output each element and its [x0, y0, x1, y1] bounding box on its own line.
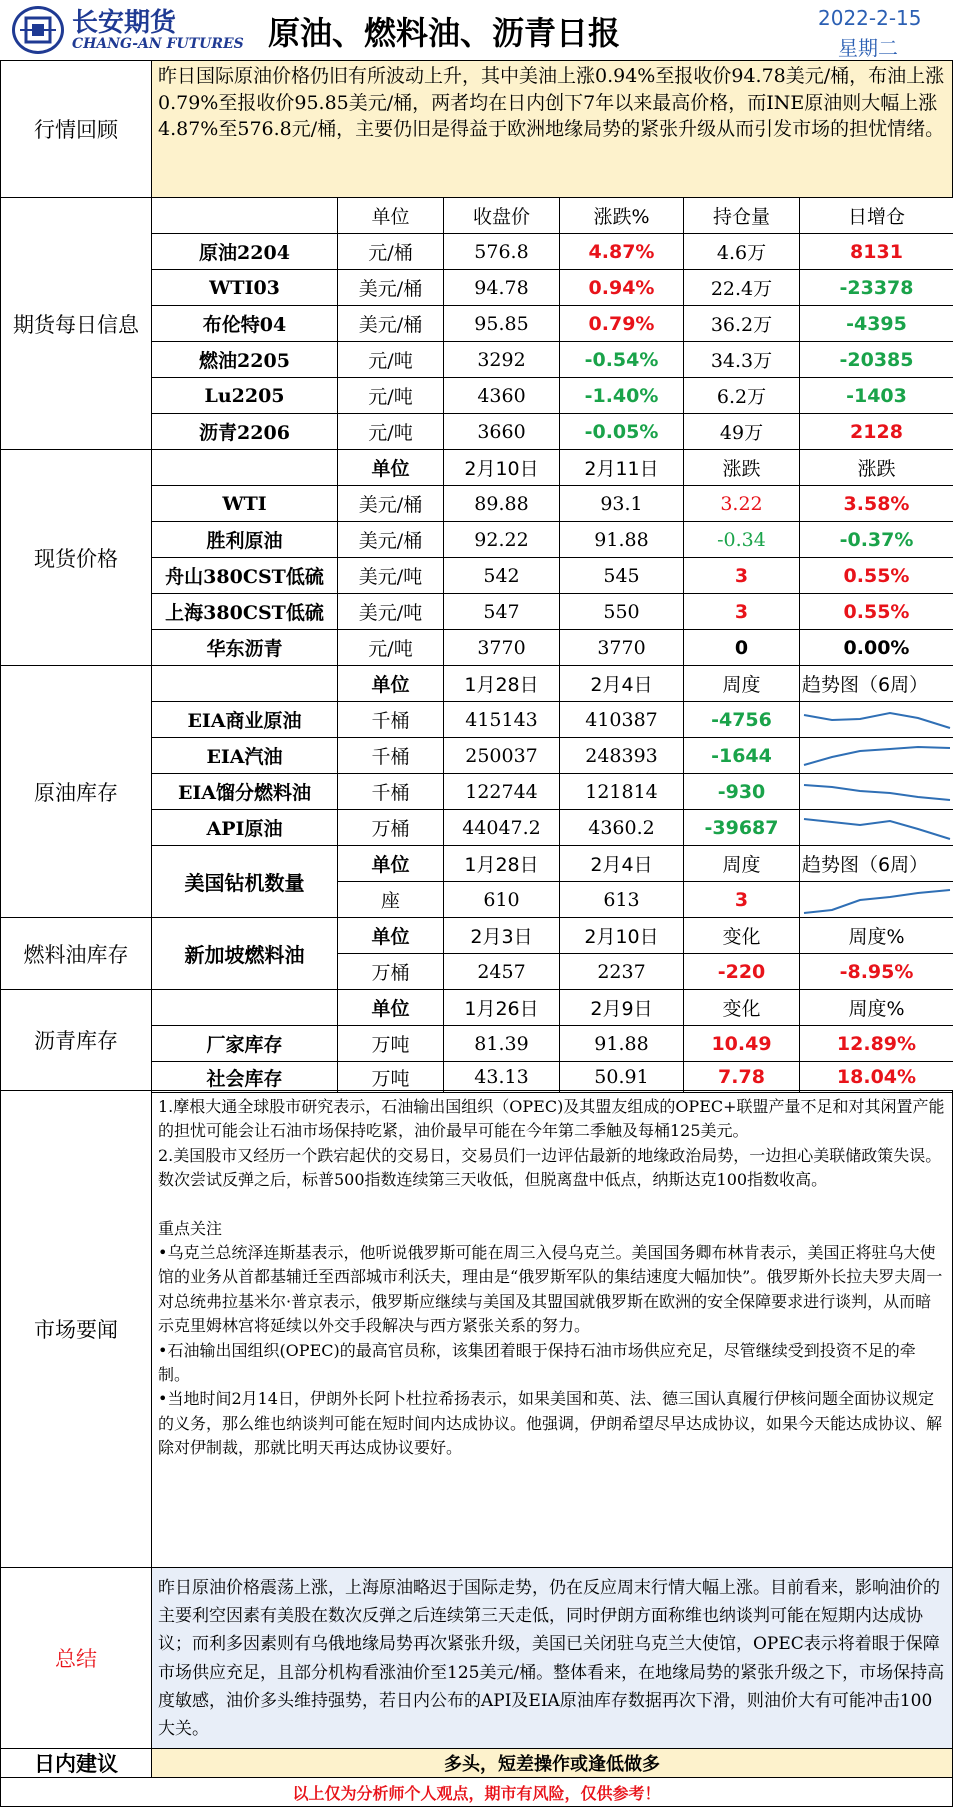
spot-header-row: 单位 2月10日 2月11日 涨跌 涨跌	[152, 450, 953, 486]
col-open-interest: 持仓量	[684, 198, 800, 234]
table-row: API原油 万桶 44047.2 4360.2 -39687	[152, 810, 953, 846]
spot-table	[151, 449, 953, 666]
fuel-header-row: 新加坡燃料油 单位 2月3日 2月10日 变化 周度%	[152, 918, 953, 954]
table-row: EIA汽油 千桶 250037 248393 -1644	[152, 738, 953, 774]
company-logo-icon	[12, 6, 64, 54]
news-item-4: •石油输出国组织(OPEC)的最高官员称，该集团着眼于保持石油市场供应充足，尽管继续受到投资不足的牵制。	[158, 1340, 916, 1385]
company-name-cn: 长安期货	[72, 8, 177, 38]
fuel-oil-inventory-table	[151, 917, 953, 990]
rig-header-row: 美国钻机数量 单位 1月28日 2月4日 周度 趋势图（6周）	[152, 846, 953, 882]
sparkline-api-crude	[800, 810, 953, 846]
asphalt-inventory-table	[151, 989, 953, 1093]
table-row: EIA商业原油 千桶 415143 410387 -4756	[152, 702, 953, 738]
table-row: 华东沥青 元/吨 3770 3770 0 0.00%	[152, 630, 953, 666]
report-title: 原油、燃料油、沥青日报	[268, 14, 621, 52]
disclaimer: 以上仅为分析师个人观点，期市有风险，仅供参考！	[0, 1777, 953, 1807]
news-focus-heading: 重点关注	[158, 1218, 223, 1238]
col-change-pct: 涨跌%	[560, 198, 684, 234]
futures-label: 期货每日信息	[0, 197, 152, 450]
news-item-5: •当地时间2月14日，伊朗外长阿卜杜拉希扬表示，如果美国和英、法、德三国认真履行伊核问题全面协议规定的义务，那么维也纳谈判可能在短时间内达成协议。他强调，伊朗希望尽早达成协议，如果今天能达成协议、解除对伊制裁，那就比明天再达成协议要好。	[158, 1389, 943, 1458]
table-row: 上海380CST低硫 美元/吨 547 550 3 0.55%	[152, 594, 953, 630]
company-name-en: CHANG-AN FUTURES	[72, 36, 244, 52]
table-row: EIA馏分燃料油 千桶 122744 121814 -930	[152, 774, 953, 810]
table-row: 厂家库存 万吨 81.39 91.88 10.49 12.89%	[152, 1026, 953, 1062]
summary-label: 总结	[0, 1567, 152, 1749]
table-row: 万桶 2457 2237 -220 -8.95%	[152, 954, 953, 990]
table-row: 沥青2206 元/吨 3660 -0.05% 49万 2128	[152, 414, 953, 450]
advice-label: 日内建议	[0, 1748, 152, 1778]
asphalt-inventory-label: 沥青库存	[0, 989, 152, 1091]
fuel-oil-inventory-label: 燃料油库存	[0, 917, 152, 990]
table-row: Lu2205 元/吨 4360 -1.40% 6.2万 -1403	[152, 378, 953, 414]
col-daily-add: 日增仓	[800, 198, 953, 234]
futures-header-row	[152, 198, 953, 234]
news-content	[151, 1090, 953, 1568]
table-row: 燃油2205 元/吨 3292 -0.54% 34.3万 -20385	[152, 342, 953, 378]
report-date: 2022-2-15	[818, 6, 922, 30]
crude-inventory-table	[151, 665, 953, 918]
advice-text: 多头，短差操作或逢低做多	[151, 1748, 953, 1778]
review-label: 行情回顾	[0, 60, 152, 198]
asphalt-header-row: 单位 1月26日 2月9日 变化 周度%	[152, 990, 953, 1026]
table-row: WTI 美元/桶 89.88 93.1 3.22 3.58%	[152, 486, 953, 522]
table-row: 原油2204 元/桶 576.8 4.87% 4.6万 8131	[152, 234, 953, 270]
table-row: WTI03 美元/桶 94.78 0.94% 22.4万 -23378	[152, 270, 953, 306]
news-item-1: 1.摩根大通全球股市研究表示，石油输出国组织（OPEC)及其盟友组成的OPEC+联盟产量不足和对其闲置产能的担忧可能会让石油市场保持吃紧，油价最早可能在今年第二季触及每桶125美元。	[158, 1097, 945, 1141]
sparkline-eia-gasoline	[800, 738, 953, 774]
table-row: 座 610 613 3	[152, 882, 953, 918]
table-row: 舟山380CST低硫 美元/吨 542 545 3 0.55%	[152, 558, 953, 594]
review-text: 昨日国际原油价格仍旧有所波动上升，其中美油上涨0.94%至报收价94.78美元/桶，布油上涨0.79%至报收价95.85美元/桶，两者均在日内创下7年以来最高价格，而INE原油则大幅上涨4.87%至576.8元/桶，主要仍旧是得益于欧洲地缘局势的紧张升级从而引发市场的担忧情绪。	[151, 60, 953, 198]
futures-table	[151, 197, 953, 450]
summary-text: 昨日原油价格震荡上涨，上海原油略迟于国际走势，仍在反应周末行情大幅上涨。目前看来，影响油价的主要利空因素有美股在数次反弹之后连续第三天走低，同时伊朗方面称维也纳谈判可能在短期内达成协议；而利多因素则有乌俄地缘局势再次紧张升级，美国已关闭驻乌克兰大使馆，OPEC表示将着眼于保障市场供应充足，且部分机构看涨油价至125美元/桶。整体看来，在地缘局势的紧张升级之下，市场保持高度敏感，油价多头维持强势，若日内公布的API及EIA原油库存数据再次下滑，则油价大有可能冲击100大关。	[151, 1567, 953, 1749]
sparkline-eia-crude	[800, 702, 953, 738]
table-row: 社会库存 万吨 43.13 50.91 7.78 18.04%	[152, 1062, 953, 1093]
news-label: 市场要闻	[0, 1090, 152, 1568]
table-row: 布伦特04 美元/桶 95.85 0.79% 36.2万 -4395	[152, 306, 953, 342]
col-close: 收盘价	[444, 198, 560, 234]
col-unit: 单位	[338, 198, 444, 234]
spot-label: 现货价格	[0, 449, 152, 666]
news-item-3: •乌克兰总统泽连斯基表示，他听说俄罗斯可能在周三入侵乌克兰。美国国务卿布林肯表示，美国正将驻乌大使馆的业务从首都基辅迁至西部城市利沃夫，理由是“俄罗斯军队的集结速度大幅加快”。俄罗斯外长拉夫罗夫周一对总统弗拉基米尔·普京表示，俄罗斯应继续与美国及其盟国就俄罗斯在欧洲的安全保障要求进行谈判，从而暗示克里姆林宫将延续以外交手段解决与西方紧张关系的努力。	[158, 1243, 943, 1336]
sparkline-rig-count	[800, 882, 953, 918]
report-weekday: 星期二	[838, 36, 898, 60]
table-row: 胜利原油 美元/桶 92.22 91.88 -0.34 -0.37%	[152, 522, 953, 558]
rig-count-label: 美国钻机数量	[152, 846, 338, 918]
news-item-2: 2.美国股市又经历一个跌宕起伏的交易日，交易员们一边评估最新的地缘政治局势，一边担心美联储政策失误。数次尝试反弹之后，标普500指数连续第三天收低，但脱离盘中低点，纳斯达克100指数收高。	[158, 1145, 942, 1190]
crude-inventory-label: 原油库存	[0, 665, 152, 918]
crude-header-row: 单位 1月28日 2月4日 周度 趋势图（6周）	[152, 666, 953, 702]
report-header	[0, 0, 953, 60]
sparkline-eia-distillate	[800, 774, 953, 810]
